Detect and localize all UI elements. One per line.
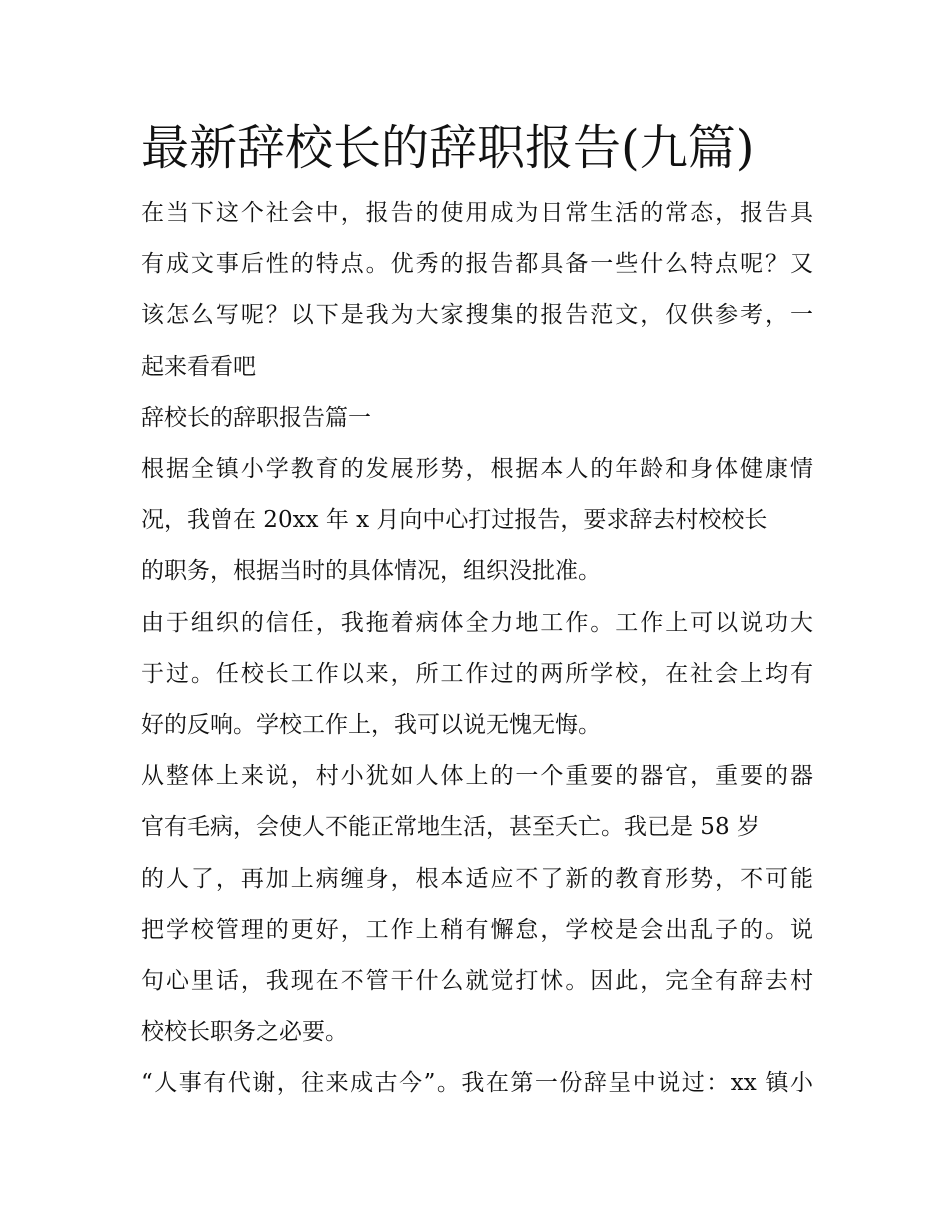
text-line: 的人了，再加上病缠身，根本适应不了新的教育形势，不可能: [141, 865, 813, 892]
text-line: 有成文事后性的特点。优秀的报告都具备一些什么特点呢？又: [141, 251, 813, 278]
text-line: 在当下这个社会中，报告的使用成为日常生活的常态，报告具: [141, 200, 813, 226]
text-line: 起来看看吧: [141, 353, 256, 380]
text-line: 把学校管理的更好，工作上稍有懈怠，学校是会出乱子的。说: [141, 916, 813, 943]
document-page: [141, 108, 813, 1110]
text-line: 校校长职务之必要。: [141, 1019, 348, 1046]
text-line: 根据全镇小学教育的发展形势，根据本人的年龄和身体健康情: [141, 456, 813, 483]
document-body: [141, 188, 813, 1110]
text-line: 官有毛病，会使人不能正常地生活，甚至夭亡。我已是 58 岁: [141, 814, 760, 841]
text-line: 从整体上来说，村小犹如人体上的一个重要的器官，重要的器: [141, 763, 813, 790]
text-line: 好的反响。学校工作上，我可以说无愧无悔。: [141, 712, 601, 739]
text-line: “人事有代谢，往来成古今”。我在第一份辞呈中说过：xx 镇小: [141, 1070, 813, 1097]
text-line: 辞校长的辞职报告篇一: [141, 404, 371, 431]
text-line: 句心里话，我现在不管干什么就觉打怵。因此，完全有辞去村: [141, 968, 813, 995]
text-line: 由于组织的信任，我拖着病体全力地工作。工作上可以说功大: [141, 609, 813, 636]
document-title: 最新辞校长的辞职报告(九篇): [141, 120, 755, 176]
text-line: 况，我曾在 20xx 年 x 月向中心打过报告，要求辞去村校校长: [141, 507, 768, 534]
text-line: 的职务，根据当时的具体情况，组织没批准。: [141, 558, 601, 585]
text-line: 于过。任校长工作以来，所工作过的两所学校，在社会上均有: [141, 660, 813, 687]
text-line: 该怎么写呢？以下是我为大家搜集的报告范文，仅供参考，一: [141, 302, 813, 329]
